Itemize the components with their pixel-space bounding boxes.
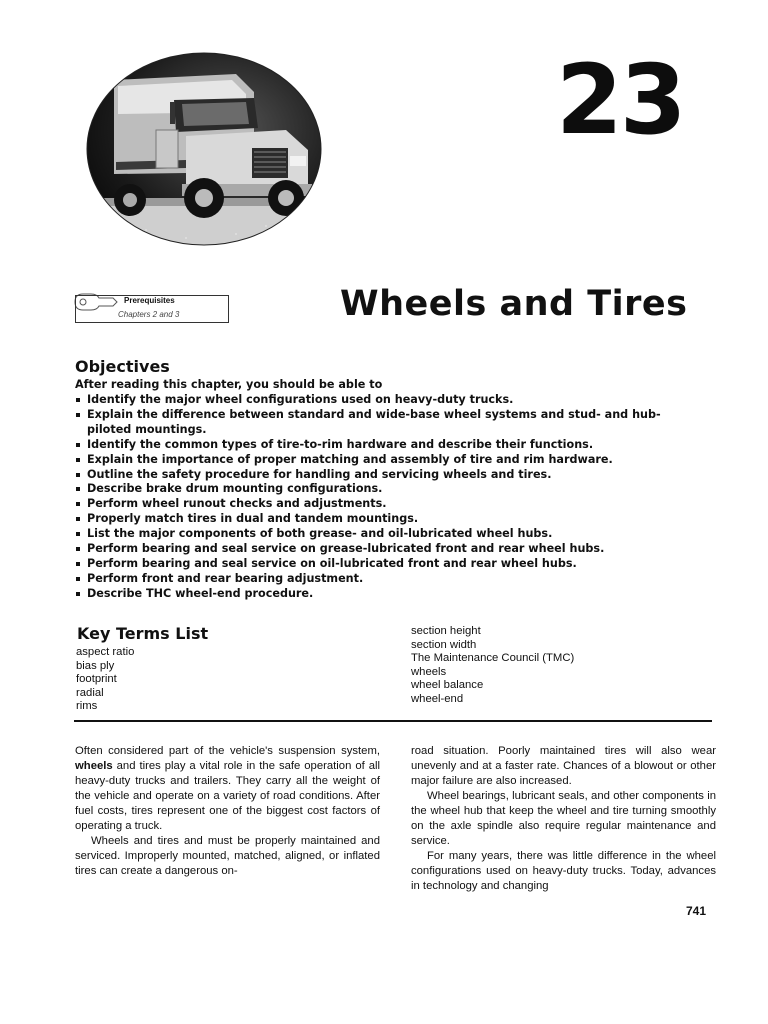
truck-photo — [86, 52, 322, 246]
body-column-right — [411, 744, 716, 894]
section-divider — [74, 720, 712, 722]
key-term: bias ply — [76, 659, 115, 672]
key-term: section width — [411, 638, 477, 651]
objective-item: Perform bearing and seal service on grease-lubricated front and rear wheel hubs. — [75, 542, 695, 557]
key-term-inline: wheels — [75, 760, 113, 772]
body-column-left — [75, 744, 380, 879]
objective-item: Perform bearing and seal service on oil-lubricated front and rear wheel hubs. — [75, 557, 695, 572]
key-term: wheels — [411, 665, 447, 678]
key-terms-left-list — [76, 646, 134, 714]
key-term: wheel-end — [411, 692, 464, 705]
objective-item: Explain the importance of proper matching and assembly of tire and rim hardware. — [75, 453, 695, 468]
objectives-list — [75, 393, 695, 602]
key-term: radial — [76, 686, 104, 699]
prerequisites-label: Prerequisites — [124, 296, 175, 305]
page-number: 741 — [686, 904, 707, 918]
body-paragraph — [75, 744, 380, 834]
chapter-title: Wheels and Tires — [340, 284, 688, 324]
key-terms-heading: Key Terms List — [77, 624, 209, 643]
chapter-number: 23 — [556, 44, 684, 156]
objective-item: Identify the major wheel configurations used on heavy-duty trucks. — [75, 393, 695, 408]
body-paragraph: For many years, there was little difference in the wheel configurations used on heavy-duty trucks. Today, advances in technology and changing — [411, 850, 716, 892]
objective-item: Properly match tires in dual and tandem mountings. — [75, 512, 695, 527]
objective-item: Explain the difference between standard and wide-base wheel systems and stud- and hub-piloted mountings. — [75, 408, 695, 438]
key-terms-right-list — [411, 625, 574, 707]
key-term: wheel balance — [411, 679, 484, 692]
body-text: Often considered part of the vehicle's suspension system, — [75, 745, 380, 757]
objective-item: Describe brake drum mounting configurations. — [75, 482, 695, 497]
prerequisites-chapters: Chapters 2 and 3 — [118, 310, 180, 319]
objectives-heading: Objectives — [75, 357, 170, 376]
objective-item: Describe THC wheel-end procedure. — [75, 587, 695, 602]
key-term: footprint — [76, 673, 117, 686]
body-paragraph: Wheel bearings, lubricant seals, and other components in the wheel hub that keep the wheel and tire turning smoothly on the axle spindle also require regular maintenance and service. — [411, 790, 716, 847]
objective-item: Perform front and rear bearing adjustment. — [75, 572, 695, 587]
body-paragraph: Wheels and tires and must be properly maintained and serviced. Improperly mounted, matched, aligned, or inflated tires can create a dangerous on- — [75, 835, 380, 877]
objective-item: List the major components of both grease- and oil-lubricated wheel hubs. — [75, 527, 695, 542]
key-term: The Maintenance Council (TMC) — [411, 652, 575, 665]
key-term: aspect ratio — [76, 646, 135, 658]
objectives-intro: After reading this chapter, you should be able to — [75, 378, 383, 391]
objective-item: Outline the safety procedure for handling and servicing wheels and tires. — [75, 468, 695, 483]
body-text: and tires play a vital role in the safe operation of all heavy-duty trucks and trailers. They carry all the weight of the vehicle and operate on a variety of road conditions. After fuel costs, tires represent one of the biggest cost factors of operating a truck. — [75, 760, 380, 832]
body-paragraph: road situation. Poorly maintained tires will also wear unevenly and at a faster rate. Chances of a blowout or other major failure are also increased. — [411, 745, 716, 787]
objective-item: Identify the common types of tire-to-rim hardware and describe their functions. — [75, 438, 695, 453]
objective-item: Perform wheel runout checks and adjustments. — [75, 497, 695, 512]
key-term: rims — [76, 700, 98, 713]
key-term: section height — [411, 625, 481, 637]
